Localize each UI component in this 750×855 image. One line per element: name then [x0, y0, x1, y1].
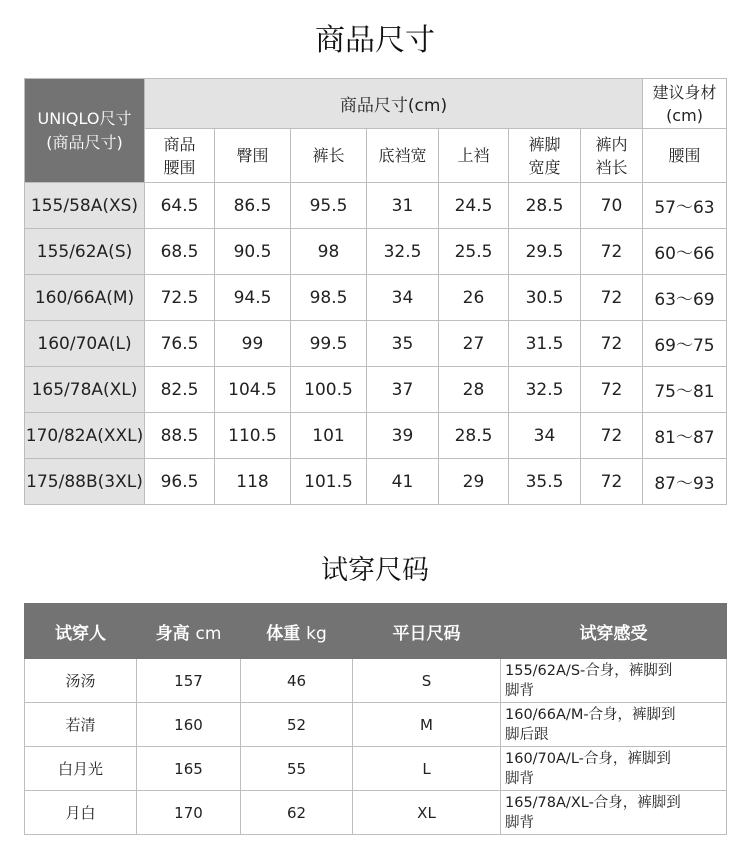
table-cell: 27: [439, 321, 509, 367]
table-cell: 72: [581, 275, 643, 321]
table-cell: 32.5: [509, 367, 581, 413]
table-cell: 72: [581, 459, 643, 505]
tester-height: 157: [137, 659, 241, 703]
col-header-hem-width: [509, 129, 581, 183]
feedback-line: 脚背: [505, 814, 534, 831]
fit-header-weight: [241, 604, 353, 659]
fit-header-unit: kg: [306, 623, 327, 644]
col-header-line: 裆长: [595, 157, 628, 177]
table-cell: 87～93: [643, 459, 727, 505]
tester-weight: 46: [241, 659, 353, 703]
fit-header-row: [25, 604, 727, 659]
table-cell: 118: [215, 459, 291, 505]
table-cell: 72.5: [145, 275, 215, 321]
tester-usual-size: M: [353, 703, 501, 747]
tester-usual-size: L: [353, 747, 501, 791]
tester-usual-size: S: [353, 659, 501, 703]
fit-row: [25, 659, 727, 703]
table-cell: 95.5: [291, 183, 367, 229]
col-header-product-waist: [145, 129, 215, 183]
table-cell: 76.5: [145, 321, 215, 367]
table-cell: 28: [439, 367, 509, 413]
tester-weight: 55: [241, 747, 353, 791]
table-cell: 28.5: [439, 413, 509, 459]
fit-row: [25, 703, 727, 747]
table-cell: 72: [581, 321, 643, 367]
fit-header-tester: [25, 604, 137, 659]
table-cell: 63～69: [643, 275, 727, 321]
fit-row: [25, 747, 727, 791]
table-row: [25, 413, 727, 459]
tester-height: 170: [137, 791, 241, 835]
tester-weight: 52: [241, 703, 353, 747]
col-header-length: 裤长: [291, 129, 367, 183]
table-cell: 100.5: [291, 367, 367, 413]
col-header-line: 宽度: [528, 157, 561, 177]
table-cell: 68.5: [145, 229, 215, 275]
table-cell: 60～66: [643, 229, 727, 275]
table-cell: 31: [367, 183, 439, 229]
table-cell: 35: [367, 321, 439, 367]
table-cell: 96.5: [145, 459, 215, 505]
tester-weight: 62: [241, 791, 353, 835]
fit-header-height: [137, 604, 241, 659]
table-cell: 31.5: [509, 321, 581, 367]
table-cell: 24.5: [439, 183, 509, 229]
table-row: [25, 367, 727, 413]
fit-row: [25, 791, 727, 835]
table-cell: 99: [215, 321, 291, 367]
fit-header-usual-size: [353, 604, 501, 659]
col-header-line: 商品: [163, 134, 196, 154]
table-cell: 110.5: [215, 413, 291, 459]
tester-feedback: [501, 703, 727, 747]
fit-chart-table: [24, 603, 727, 835]
col-header-line: 腰围: [163, 157, 196, 177]
table-cell: 98: [291, 229, 367, 275]
table-cell: 26: [439, 275, 509, 321]
table-cell: 101.5: [291, 459, 367, 505]
fit-header-text: 平日尺码: [392, 623, 461, 644]
table-cell: 82.5: [145, 367, 215, 413]
fit-header-text: 试穿感受: [579, 623, 648, 644]
tester-feedback: [501, 659, 727, 703]
table-cell: 32.5: [367, 229, 439, 275]
product-size-group-header: 商品尺寸(cm): [145, 79, 643, 129]
feedback-line: 165/78A/XL-合身，裤脚到: [505, 794, 681, 811]
tester-height: 165: [137, 747, 241, 791]
table-cell: 72: [581, 367, 643, 413]
feedback-line: 脚背: [505, 682, 534, 699]
feedback-line: 160/70A/L-合身，裤脚到: [505, 750, 671, 767]
tester-height: 160: [137, 703, 241, 747]
table-cell: 72: [581, 413, 643, 459]
recommended-body-header: [643, 79, 727, 129]
tester-name: 汤汤: [25, 659, 137, 703]
feedback-line: 160/66A/M-合身，裤脚到: [505, 706, 676, 723]
table-cell: 88.5: [145, 413, 215, 459]
table-cell: 28.5: [509, 183, 581, 229]
tester-usual-size: XL: [353, 791, 501, 835]
recommended-body-header-line2: (cm): [666, 105, 703, 125]
size-chart-title: 商品尺寸: [315, 23, 435, 58]
table-cell: 41: [367, 459, 439, 505]
size-label: 160/66A(M): [25, 275, 145, 321]
table-cell: 98.5: [291, 275, 367, 321]
table-cell: 29: [439, 459, 509, 505]
size-chart-table: [24, 78, 727, 505]
fit-header-feedback: [501, 604, 727, 659]
tester-name: 月白: [25, 791, 137, 835]
fit-header-text: 试穿人: [55, 623, 106, 644]
table-cell: 69～75: [643, 321, 727, 367]
size-label: 160/70A(L): [25, 321, 145, 367]
fit-chart-title: 试穿尺码: [321, 555, 429, 586]
col-header-line: 裤内: [595, 134, 628, 154]
feedback-line: 155/62A/S-合身，裤脚到: [505, 662, 673, 679]
table-cell: 104.5: [215, 367, 291, 413]
table-cell: 75～81: [643, 367, 727, 413]
col-header-rise: 上裆: [439, 129, 509, 183]
table-cell: 39: [367, 413, 439, 459]
table-cell: 86.5: [215, 183, 291, 229]
col-header-inseam: [581, 129, 643, 183]
table-row: [25, 229, 727, 275]
col-header-body-waist: 腰围: [643, 129, 727, 183]
col-header-crotch-width: 底裆宽: [367, 129, 439, 183]
table-cell: 34: [367, 275, 439, 321]
tester-name: 若清: [25, 703, 137, 747]
fit-header-text: 体重: [266, 623, 301, 644]
brand-size-header-line2: (商品尺寸): [46, 132, 123, 152]
table-cell: 25.5: [439, 229, 509, 275]
table-cell: 94.5: [215, 275, 291, 321]
fit-header-text: 身高: [155, 623, 190, 644]
table-row: [25, 275, 727, 321]
table-cell: 81～87: [643, 413, 727, 459]
col-header-line: 裤脚: [528, 134, 561, 154]
recommended-body-header-line1: 建议身材: [652, 82, 717, 102]
tester-name: 白月光: [25, 747, 137, 791]
brand-size-header-line1: UNIQLO尺寸: [37, 108, 132, 128]
table-row: [25, 183, 727, 229]
size-label: 165/78A(XL): [25, 367, 145, 413]
table-cell: 64.5: [145, 183, 215, 229]
col-header-hip: 臀围: [215, 129, 291, 183]
table-cell: 70: [581, 183, 643, 229]
feedback-line: 脚后跟: [505, 726, 549, 743]
tester-feedback: [501, 747, 727, 791]
table-row: [25, 321, 727, 367]
size-label: 175/88B(3XL): [25, 459, 145, 505]
brand-size-header: [25, 79, 145, 183]
table-row: [25, 459, 727, 505]
table-cell: 99.5: [291, 321, 367, 367]
feedback-line: 脚背: [505, 770, 534, 787]
table-cell: 34: [509, 413, 581, 459]
tester-feedback: [501, 791, 727, 835]
table-cell: 101: [291, 413, 367, 459]
table-cell: 35.5: [509, 459, 581, 505]
table-cell: 72: [581, 229, 643, 275]
size-label: 155/58A(XS): [25, 183, 145, 229]
fit-header-unit: cm: [195, 623, 222, 644]
size-label: 155/62A(S): [25, 229, 145, 275]
table-cell: 37: [367, 367, 439, 413]
size-label: 170/82A(XXL): [25, 413, 145, 459]
table-cell: 90.5: [215, 229, 291, 275]
table-cell: 29.5: [509, 229, 581, 275]
table-cell: 57～63: [643, 183, 727, 229]
table-cell: 30.5: [509, 275, 581, 321]
